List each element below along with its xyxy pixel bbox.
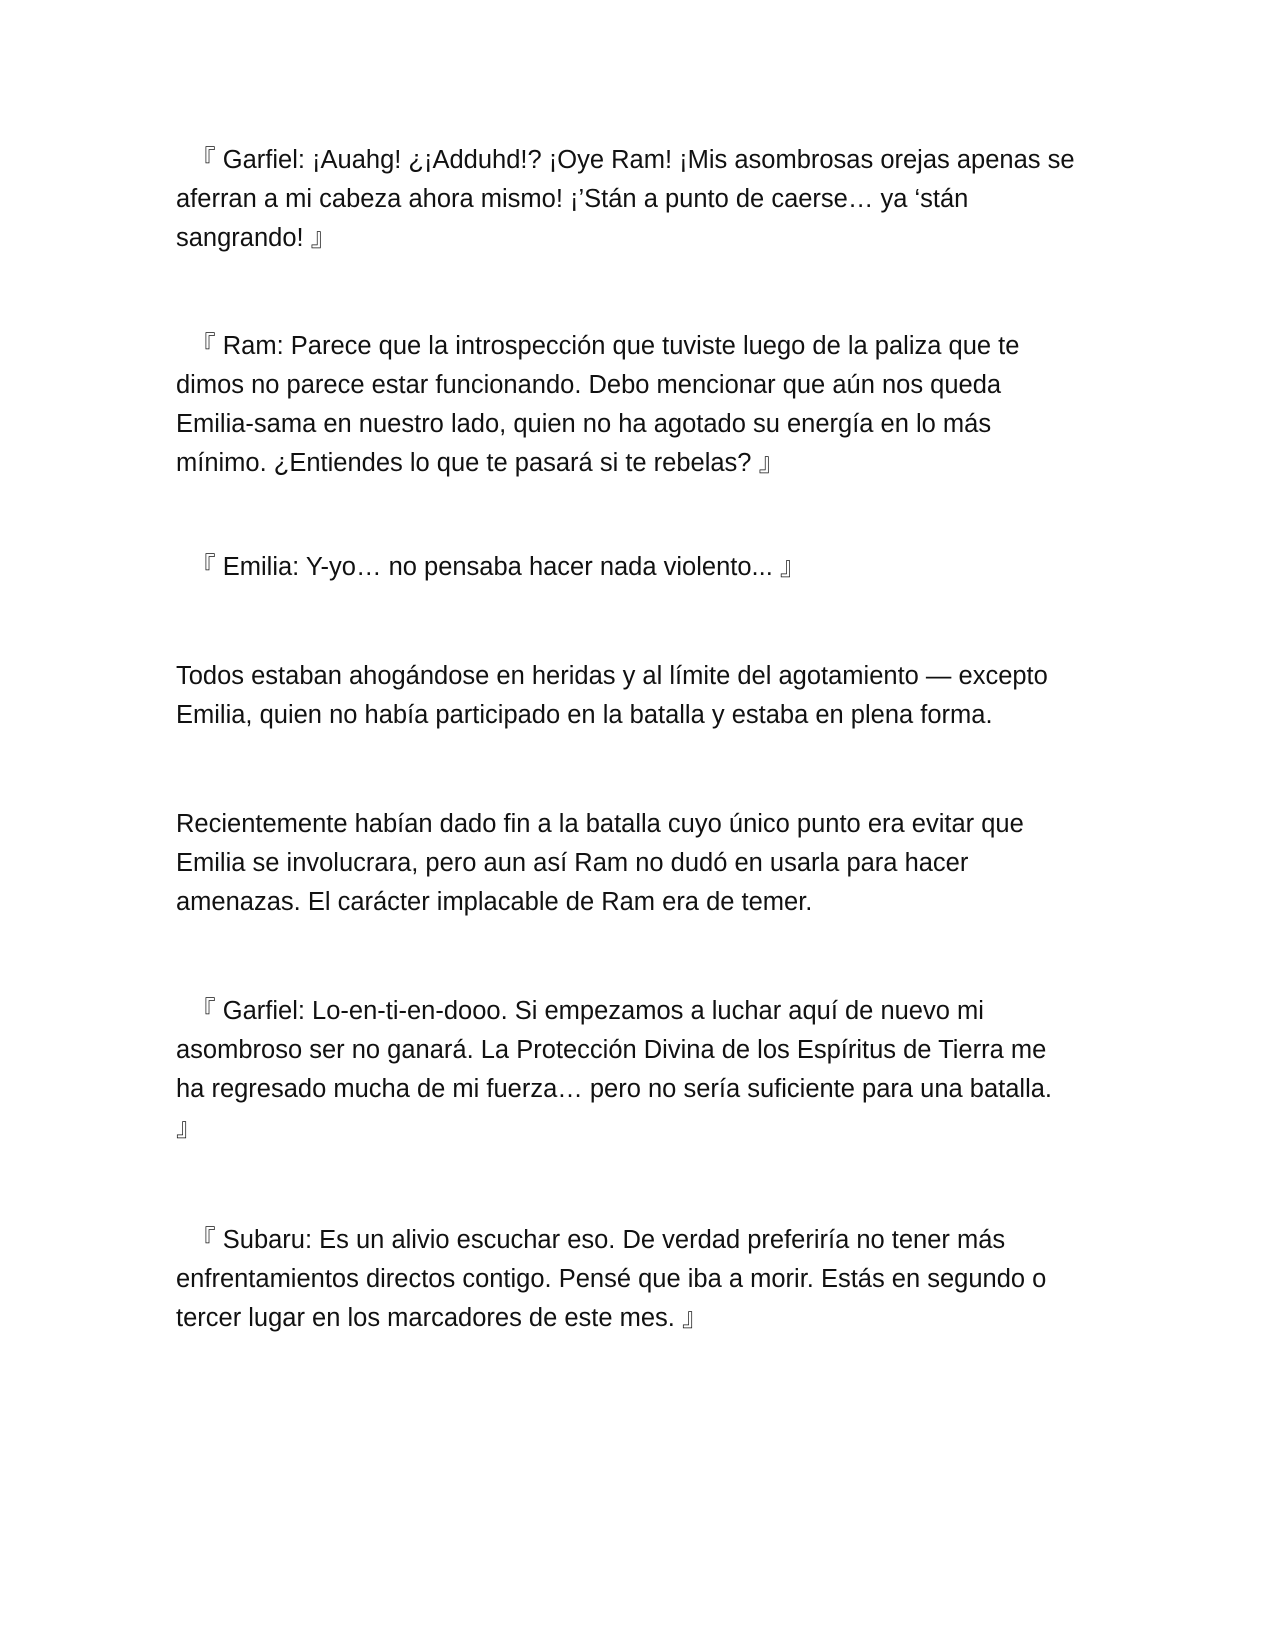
dialogue-emilia-1 xyxy=(176,548,1106,587)
text-line: 』 xyxy=(176,1114,202,1142)
narration-paragraph-2 xyxy=(176,805,1106,922)
text-line: tercer lugar en los marcadores de este mes. 』 xyxy=(176,1304,708,1332)
text-line: sangrando! 』 xyxy=(176,224,337,252)
text-line: dimos no parece estar funcionando. Debo mencionar que aún nos queda xyxy=(176,371,1002,399)
text-line: Emilia se involucrara, pero aun así Ram no dudó en usarla para hacer xyxy=(176,849,969,877)
dialogue-subaru-1 xyxy=(176,1221,1106,1338)
text-line: Emilia, quien no había participado en la batalla y estaba en plena forma. xyxy=(176,701,993,729)
text-line: amenazas. El carácter implacable de Ram era de temer. xyxy=(176,888,813,916)
text-line: mínimo. ¿Entiendes lo que te pasará si te rebelas? 』 xyxy=(176,449,785,477)
text-line: ha regresado mucha de mi fuerza… pero no sería suficiente para una batalla. xyxy=(176,1075,1053,1103)
dialogue-garfiel-1 xyxy=(176,141,1106,258)
text-line: 『 Subaru: Es un alivio escuchar eso. De verdad preferiría no tener más xyxy=(176,1226,1006,1254)
text-line: Todos estaban ahogándose en heridas y al límite del agotamiento — excepto xyxy=(176,662,1048,690)
text-line: 『 Garfiel: Lo-en-ti-en-dooo. Si empezamos a luchar aquí de nuevo mi xyxy=(176,997,984,1025)
narration-paragraph-1 xyxy=(176,657,1106,735)
text-line: 『 Emilia: Y-yo… no pensaba hacer nada violento... 』 xyxy=(176,553,806,581)
dialogue-garfiel-2 xyxy=(176,992,1106,1148)
text-line: aferran a mi cabeza ahora mismo! ¡’Stán a punto de caerse… ya ‘stán xyxy=(176,185,969,213)
text-line: Emilia-sama en nuestro lado, quien no ha agotado su energía en lo más xyxy=(176,410,992,438)
text-line: asombroso ser no ganará. La Protección Divina de los Espíritus de Tierra me xyxy=(176,1036,1047,1064)
text-line: enfrentamientos directos contigo. Pensé que iba a morir. Estás en segundo o xyxy=(176,1265,1047,1293)
dialogue-ram-1 xyxy=(176,327,1106,483)
text-line: 『 Garfiel: ¡Auahg! ¿¡Adduhd!? ¡Oye Ram! ¡Mis asombrosas orejas apenas se xyxy=(176,146,1075,174)
text-line: 『 Ram: Parece que la introspección que tuviste luego de la paliza que te xyxy=(176,332,1020,360)
text-line: Recientemente habían dado fin a la batalla cuyo único punto era evitar que xyxy=(176,810,1024,838)
